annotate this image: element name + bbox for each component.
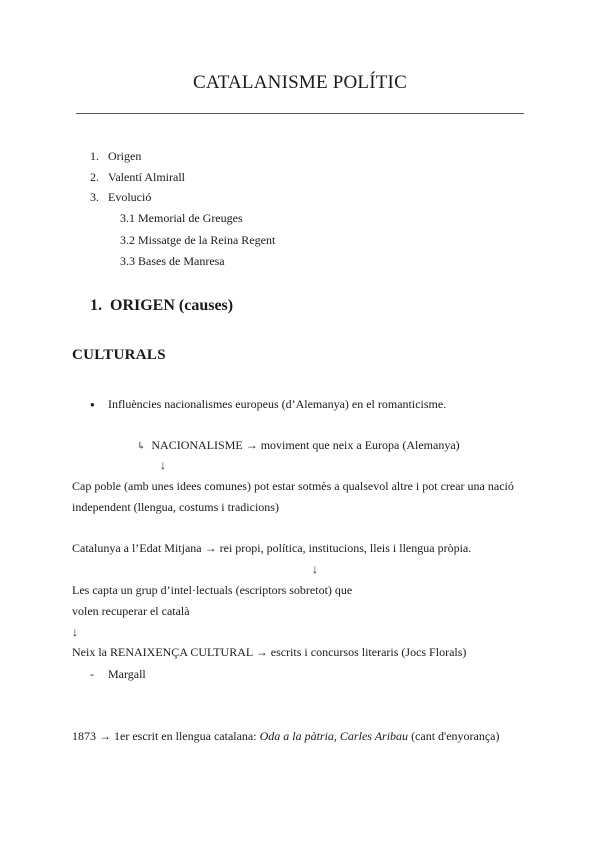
section-title: ORIGEN (causes) bbox=[110, 297, 234, 314]
arrow-line bbox=[137, 438, 460, 453]
section-number: 1. bbox=[90, 297, 102, 314]
return-arrow-icon: ↳ bbox=[137, 441, 146, 452]
final-italic: Oda a la pàtria, Carles Aribau bbox=[259, 729, 409, 743]
section-heading bbox=[90, 297, 233, 315]
bullet-marker: ● bbox=[90, 400, 95, 409]
final-prefix: 1873 → 1er escrit en llengua catalana: bbox=[72, 729, 260, 743]
toc-item-3 bbox=[90, 190, 152, 205]
dash-marker: - bbox=[90, 667, 94, 681]
final-suffix: (cant d'enyorança) bbox=[408, 729, 500, 743]
paragraph-line: Les capta un grup d’intel·lectuals (escriptors sobretot) que bbox=[72, 583, 353, 597]
down-arrow-icon: ↓ bbox=[160, 458, 166, 472]
toc-number: 1. bbox=[90, 149, 99, 163]
paragraph-line: Catalunya a l’Edat Mitjana → rei propi, política, institucions, lleis i llengua pròpia. bbox=[72, 541, 472, 555]
toc-subitem-1: 3.1 Memorial de Greuges bbox=[120, 211, 243, 225]
toc-item-1 bbox=[90, 149, 142, 164]
toc-item-2 bbox=[90, 170, 185, 185]
toc-label: Evolució bbox=[108, 190, 152, 204]
paragraph-line: Neix la RENAIXENÇA CULTURAL → escrits i concursos literaris (Jocs Florals) bbox=[72, 645, 467, 659]
final-line bbox=[72, 729, 500, 744]
toc-number: 2. bbox=[90, 170, 99, 184]
bullet-text: Influències nacionalismes europeus (d’Alemanya) en el romanticisme. bbox=[108, 397, 447, 411]
down-arrow-icon: ↓ bbox=[72, 625, 78, 639]
subsection-heading: CULTURALS bbox=[72, 347, 166, 363]
paragraph-line: volen recuperar el català bbox=[72, 604, 190, 618]
paragraph-line: Cap poble (amb unes idees comunes) pot estar sotmès a qualsevol altre i pot crear una nació bbox=[72, 479, 514, 493]
dash-item-text: Margall bbox=[108, 667, 146, 681]
toc-label: Valentí Almirall bbox=[108, 170, 185, 184]
arrow-line-text: NACIONALISME → moviment que neix a Europa (Alemanya) bbox=[151, 438, 460, 452]
down-arrow-icon: ↓ bbox=[312, 562, 318, 576]
toc-label: Origen bbox=[108, 149, 142, 163]
dash-list-item bbox=[90, 667, 146, 682]
document-title: CATALANISME POLÍTIC bbox=[193, 72, 407, 93]
toc-subitem-2: 3.2 Missatge de la Reina Regent bbox=[120, 233, 276, 247]
bullet-item bbox=[90, 397, 447, 412]
paragraph-line: independent (llengua, costums i tradicions) bbox=[72, 500, 279, 514]
title-divider bbox=[76, 113, 524, 114]
toc-number: 3. bbox=[90, 190, 99, 204]
toc-subitem-3: 3.3 Bases de Manresa bbox=[120, 254, 225, 268]
